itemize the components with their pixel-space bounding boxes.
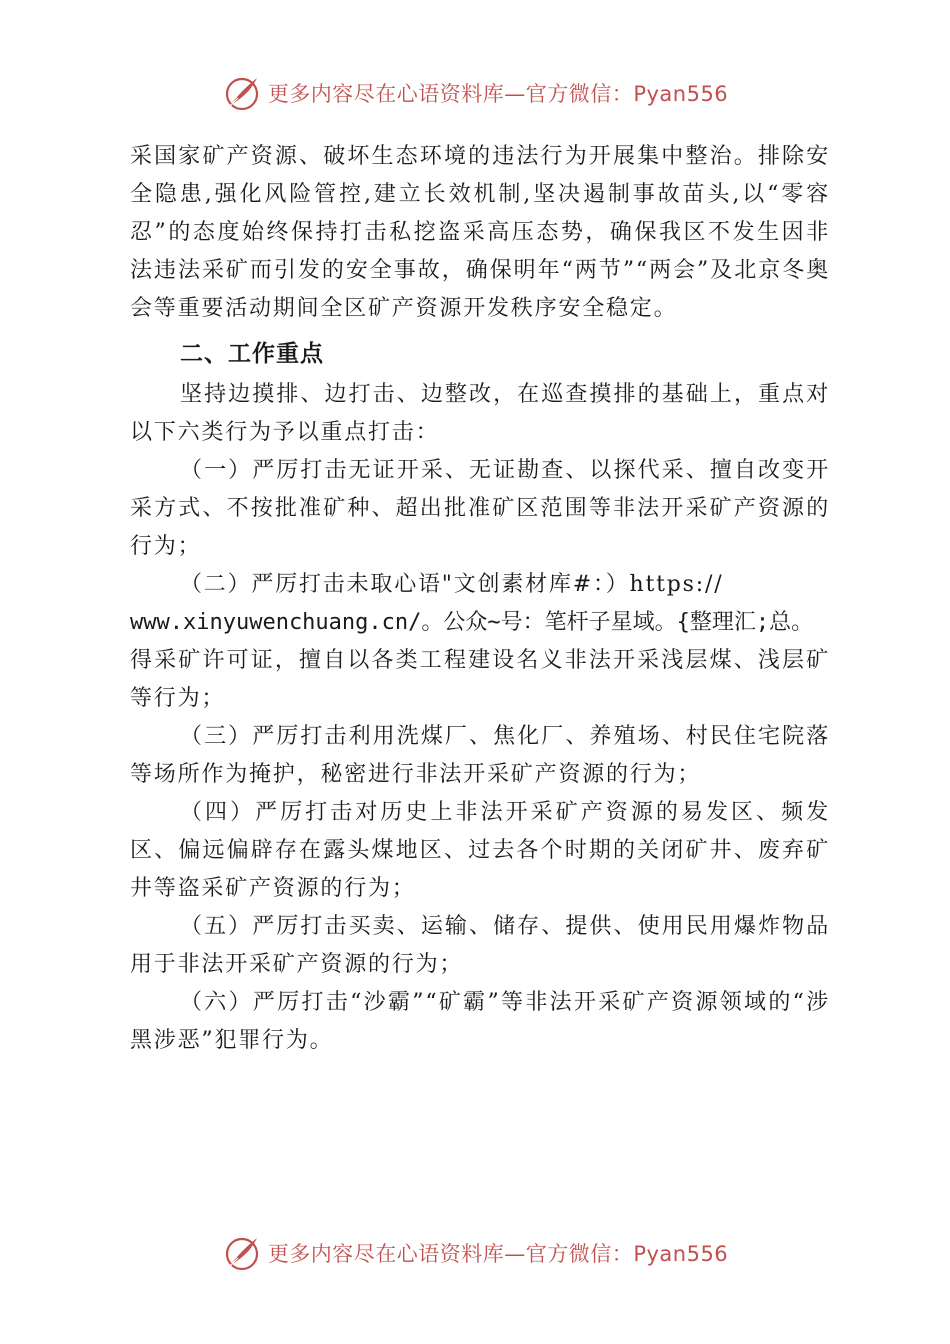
paragraph-item-6: （六）严厉打击“沙霸”“矿霸”等非法开采矿产资源领域的“涉黑涉恶”犯罪行为。 [130,990,830,1053]
paragraph-item-3: （三）严厉打击利用洗煤厂、焦化厂、养殖场、村民住宅院落等场所作为掩护，秘密进行非法开采矿产资源的行为； [130,724,830,787]
paragraph-item-2-line-2: www.xinyuwenchuang.cn/。公众~号：笔杆子星域。{整理汇;总。 [130,610,814,635]
wechat-account: Pyan556 [633,82,729,106]
paragraph-intro: 采国家矿产资源、破坏生态环境的违法行为开展集中整治。排除安全隐患,强化风险管控,建立长效机制,坚决遏制事故苗头,以“零容忍”的态度始终保持打击私挖盗采高压态势，确保我区不发生因非法违法采矿而引发的安全事故，确保明年“两节”“两会”及北京冬奥会等重要活动期间全区矿产资源开发秩序安全稳定。 [130,144,830,321]
section-heading: 二、工作重点 [180,341,324,367]
watermark-text: 更多内容尽在心语资料库—官方微信：Pyan556 [267,82,729,106]
paragraph-item-2-line-3: 得采矿许可证，擅自以各类工程建设名义非法开采浅层煤、浅层矿等行为； [130,648,830,711]
watermark-banner-bottom [0,1230,950,1276]
feather-pen-logo-icon [222,1233,262,1273]
paragraph-item-2-line-1: （二）严厉打击未取心语"文创素材库#：）https:// [180,572,724,597]
watermark-text: 更多内容尽在心语资料库—官方微信：Pyan556 [267,1242,729,1266]
paragraph-item-1: （一）严厉打击无证开采、无证勘查、以探代采、擅自改变开采方式、不按批准矿种、超出批准矿区范围等非法开采矿产资源的行为； [130,458,830,559]
paragraph-item-4: （四）严厉打击对历史上非法开采矿产资源的易发区、频发区、偏远偏辟存在露头煤地区、过去各个时期的关闭矿井、废弃矿井等盗采矿产资源的行为； [130,800,830,901]
paragraph-lead: 坚持边摸排、边打击、边整改，在巡查摸排的基础上，重点对以下六类行为予以重点打击： [130,382,830,445]
feather-pen-logo-icon [222,73,262,113]
paragraph-item-5: （五）严厉打击买卖、运输、储存、提供、使用民用爆炸物品用于非法开采矿产资源的行为； [130,914,830,977]
document-body [130,138,830,1060]
wechat-account: Pyan556 [633,1242,729,1266]
watermark-banner-top [0,70,950,116]
